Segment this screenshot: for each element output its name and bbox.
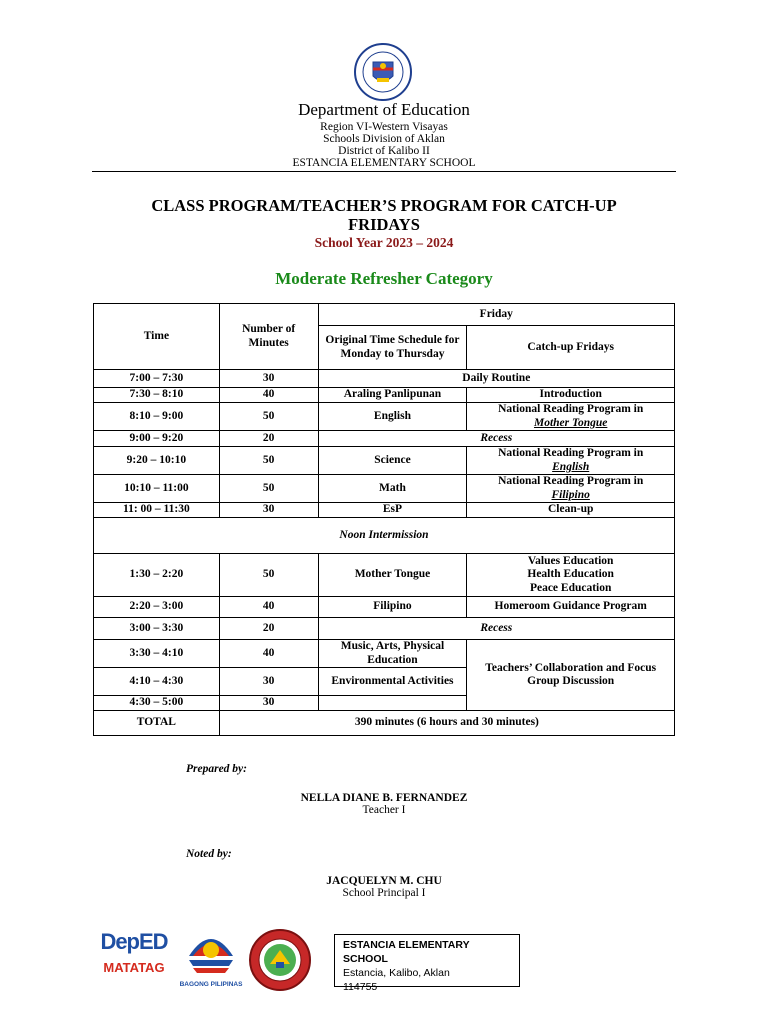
table-row <box>94 370 675 388</box>
cell-minutes: 30 <box>219 696 318 711</box>
cell-minutes: 20 <box>219 618 318 640</box>
cell-catchup <box>467 403 675 431</box>
info-school-id: 114755 <box>343 981 378 993</box>
catchup-subject: English <box>552 460 590 473</box>
prepared-by-block <box>0 792 768 816</box>
cell-original: Environmental Activities <box>318 668 467 696</box>
table-row <box>94 518 675 554</box>
cell-minutes: 40 <box>219 388 318 403</box>
header-friday: Friday <box>318 304 674 326</box>
info-school-name: ESTANCIA ELEMENTARY SCHOOL <box>343 939 470 965</box>
header-catchup-fridays: Catch-up Fridays <box>467 326 675 370</box>
cell-catchup: Homeroom Guidance Program <box>467 597 675 618</box>
table-row <box>94 554 675 597</box>
prepared-by-name: NELLA DIANE B. FERNANDEZ <box>300 792 468 804</box>
catchup-line: National Reading Program in <box>498 403 644 415</box>
cell-original <box>318 696 467 711</box>
cell-minutes: 50 <box>219 475 318 503</box>
cell-catchup <box>467 447 675 475</box>
cell-minutes: 40 <box>219 597 318 618</box>
page-title: CLASS PROGRAM/TEACHER’S PROGRAM FOR CATCH-UP FRIDAYS <box>151 196 617 234</box>
noted-by-block <box>0 875 768 899</box>
cell-time: 7:00 – 7:30 <box>94 370 220 388</box>
table-row <box>94 711 675 736</box>
table-row <box>94 304 675 326</box>
school-year: School Year 2023 – 2024 <box>314 235 454 250</box>
department-name: Department of Education <box>298 100 470 119</box>
cell-minutes: 50 <box>219 447 318 475</box>
cell-recess: Recess <box>318 431 674 447</box>
header-original-schedule: Original Time Schedule for Monday to Thursday <box>318 326 467 370</box>
cell-time: 8:10 – 9:00 <box>94 403 220 431</box>
cell-original: Filipino <box>318 597 467 618</box>
cell-time: 9:20 – 10:10 <box>94 447 220 475</box>
category-heading: Moderate Refresher Category <box>275 269 493 288</box>
prepared-by-label: Prepared by: <box>186 763 247 775</box>
noted-by-label: Noted by: <box>186 848 232 860</box>
header-minutes: Number of Minutes <box>219 304 318 370</box>
matatag-wordmark: MATATAG <box>103 960 165 975</box>
cell-minutes: 50 <box>219 403 318 431</box>
table-row <box>94 403 675 431</box>
cell-time: 10:10 – 11:00 <box>94 475 220 503</box>
bagong-pilipinas-logo <box>176 926 246 988</box>
cell-time: 7:30 – 8:10 <box>94 388 220 403</box>
catchup-line: Values Education <box>527 554 614 567</box>
cell-time: 3:00 – 3:30 <box>94 618 220 640</box>
cell-time: 4:30 – 5:00 <box>94 696 220 711</box>
cell-catchup <box>467 554 675 597</box>
cell-time: 1:30 – 2:20 <box>94 554 220 597</box>
table-row <box>94 618 675 640</box>
cell-catchup: Introduction <box>467 388 675 403</box>
region-line: Region VI-Western Visayas <box>320 121 448 133</box>
class-program-table <box>93 303 675 736</box>
table-row <box>94 388 675 403</box>
cell-time: 9:00 – 9:20 <box>94 431 220 447</box>
cell-original: Araling Panlipunan <box>318 388 467 403</box>
bagong-pilipinas-text: BAGONG PILIPINAS <box>179 981 243 988</box>
header-time: Time <box>94 304 220 370</box>
school-seal-icon <box>248 928 312 992</box>
prepared-by-title: Teacher I <box>362 804 406 816</box>
header-divider <box>92 171 676 172</box>
cell-time: 4:10 – 4:30 <box>94 668 220 696</box>
noted-by-name: JACQUELYN M. CHU <box>326 875 442 887</box>
bagong-pilipinas-sun-icon <box>183 926 239 976</box>
deped-matatag-logo <box>98 930 170 986</box>
table-row <box>94 475 675 503</box>
division-line: Schools Division of Aklan <box>323 133 445 145</box>
cell-daily-routine: Daily Routine <box>318 370 674 388</box>
table-row <box>94 503 675 518</box>
cell-original: Music, Arts, Physical Education <box>318 640 467 668</box>
cell-original: Science <box>318 447 467 475</box>
table-row <box>94 447 675 475</box>
cell-time: 3:30 – 4:10 <box>94 640 220 668</box>
catchup-subject: Filipino <box>551 488 590 501</box>
cell-noon-intermission: Noon Intermission <box>94 518 675 554</box>
cell-catchup <box>467 475 675 503</box>
cell-total-value: 390 minutes (6 hours and 30 minutes) <box>219 711 674 736</box>
catchup-subject: Mother Tongue <box>533 416 608 429</box>
cell-time: 2:20 – 3:00 <box>94 597 220 618</box>
cell-catchup: Clean-up <box>467 503 675 518</box>
table-row <box>94 597 675 618</box>
info-address: Estancia, Kalibo, Aklan <box>343 967 450 979</box>
catchup-line: Peace Education <box>529 581 612 594</box>
cell-minutes: 30 <box>219 370 318 388</box>
deped-wordmark: DepED <box>100 929 168 954</box>
cell-original: EsP <box>318 503 467 518</box>
noted-by-title: School Principal I <box>342 887 426 899</box>
school-info-box <box>334 934 520 993</box>
cell-minutes: 20 <box>219 431 318 447</box>
table-row <box>94 640 675 668</box>
cell-recess: Recess <box>318 618 674 640</box>
deped-seal-icon <box>349 42 417 102</box>
catchup-line: Health Education <box>527 568 614 581</box>
cell-minutes: 30 <box>219 503 318 518</box>
cell-minutes: 40 <box>219 640 318 668</box>
cell-catchup-collaboration: Teachers’ Collaboration and Focus Group Discussion <box>467 640 675 711</box>
cell-time: 11: 00 – 11:30 <box>94 503 220 518</box>
cell-minutes: 50 <box>219 554 318 597</box>
catchup-line: National Reading Program in <box>498 475 644 487</box>
cell-original: Mother Tongue <box>318 554 467 597</box>
cell-total-label: TOTAL <box>94 711 220 736</box>
cell-original: English <box>318 403 467 431</box>
school-line: ESTANCIA ELEMENTARY SCHOOL <box>292 157 476 169</box>
district-line: District of Kalibo II <box>338 145 430 157</box>
cell-original: Math <box>318 475 467 503</box>
catchup-line: National Reading Program in <box>498 447 644 459</box>
table-row <box>94 431 675 447</box>
cell-minutes: 30 <box>219 668 318 696</box>
